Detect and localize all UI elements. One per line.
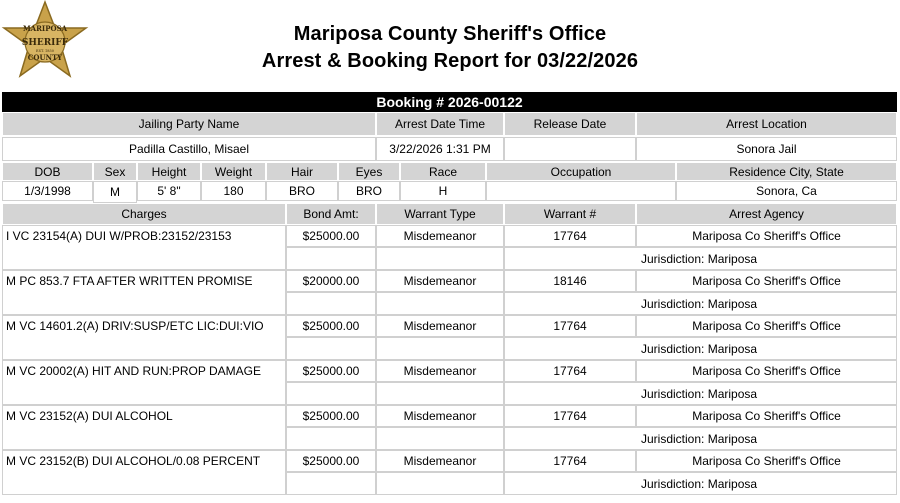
charge-blank-cell	[286, 472, 376, 495]
charge-arrest-agency: Mariposa Co Sheriff's Office	[636, 225, 897, 247]
charge-jurisdiction: Jurisdiction: Mariposa	[504, 472, 897, 495]
charge-warrant-number: 17764	[504, 315, 636, 337]
arrest-date-header: Arrest Date Time	[376, 112, 504, 136]
release-date-header: Release Date	[504, 112, 636, 136]
report-agency-title: Mariposa County Sheriff's Office	[293, 23, 607, 45]
charge-arrest-agency: Mariposa Co Sheriff's Office	[636, 270, 897, 292]
svg-text:EST. 1850: EST. 1850	[36, 49, 54, 53]
charge-warrant-number: 18146	[504, 270, 636, 292]
arrest-location-value: Sonora Jail	[636, 137, 897, 161]
height-header: Height	[137, 162, 201, 181]
charge-jurisdiction: Jurisdiction: Mariposa	[504, 247, 897, 270]
height-value: 5' 8"	[137, 181, 201, 201]
weight-header: Weight	[201, 162, 266, 181]
charge-description: M VC 23152(A) DUI ALCOHOL	[2, 405, 286, 450]
charge-blank-cell	[376, 427, 504, 450]
dob-value: 1/3/1998	[2, 181, 93, 201]
charge-jurisdiction: Jurisdiction: Mariposa	[504, 382, 897, 405]
eyes-value: BRO	[338, 181, 400, 201]
charge-bond: $25000.00	[286, 360, 376, 382]
charge-warrant-type: Misdemeanor	[376, 315, 504, 337]
charge-warrant-type: Misdemeanor	[376, 405, 504, 427]
svg-text:MARIPOSA: MARIPOSA	[22, 24, 68, 33]
warrant-number-header: Warrant #	[504, 203, 636, 225]
charge-blank-cell	[286, 382, 376, 405]
sex-header: Sex	[93, 162, 137, 181]
race-value: H	[400, 181, 486, 201]
charge-warrant-number: 17764	[504, 405, 636, 427]
charge-arrest-agency: Mariposa Co Sheriff's Office	[636, 405, 897, 427]
svg-text:SHERIFF: SHERIFF	[21, 38, 69, 48]
hair-value: BRO	[266, 181, 338, 201]
dob-header: DOB	[2, 162, 93, 181]
arrest-location-header: Arrest Location	[636, 112, 897, 136]
charge-blank-cell	[376, 247, 504, 270]
charge-warrant-type: Misdemeanor	[376, 360, 504, 382]
charge-warrant-number: 17764	[504, 225, 636, 247]
charge-blank-cell	[376, 292, 504, 315]
bond-header: Bond Amt:	[286, 203, 376, 225]
charge-description: M VC 14601.2(A) DRIV:SUSP/ETC LIC:DUI:VIO	[2, 315, 286, 360]
occupation-value	[486, 181, 676, 201]
charge-warrant-number: 17764	[504, 360, 636, 382]
charge-arrest-agency: Mariposa Co Sheriff's Office	[636, 450, 897, 472]
arrest-date-value: 3/22/2026 1:31 PM	[376, 137, 504, 161]
charge-description: M VC 20002(A) HIT AND RUN:PROP DAMAGE	[2, 360, 286, 405]
charge-warrant-number: 17764	[504, 450, 636, 472]
charge-bond: $25000.00	[286, 405, 376, 427]
charge-bond: $20000.00	[286, 270, 376, 292]
charge-bond: $25000.00	[286, 315, 376, 337]
charge-jurisdiction: Jurisdiction: Mariposa	[504, 427, 897, 450]
hair-header: Hair	[266, 162, 338, 181]
residence-value: Sonora, Ca	[676, 181, 897, 201]
charge-warrant-type: Misdemeanor	[376, 450, 504, 472]
charge-blank-cell	[286, 427, 376, 450]
sex-value: M	[93, 181, 137, 203]
charge-description: I VC 23154(A) DUI W/PROB:23152/23153	[2, 225, 286, 270]
weight-value: 180	[201, 181, 266, 201]
jailing-party-header: Jailing Party Name	[2, 112, 376, 136]
charge-blank-cell	[376, 337, 504, 360]
charge-description: M VC 23152(B) DUI ALCOHOL/0.08 PERCENT	[2, 450, 286, 495]
jailing-party-name: Padilla Castillo, Misael	[2, 137, 376, 161]
charge-arrest-agency: Mariposa Co Sheriff's Office	[636, 360, 897, 382]
race-header: Race	[400, 162, 486, 181]
charge-bond: $25000.00	[286, 450, 376, 472]
booking-number-bar: Booking # 2026-00122	[2, 92, 897, 112]
eyes-header: Eyes	[338, 162, 400, 181]
release-date-value	[504, 137, 636, 161]
warrant-type-header: Warrant Type	[376, 203, 504, 225]
charge-warrant-type: Misdemeanor	[376, 225, 504, 247]
charge-jurisdiction: Jurisdiction: Mariposa	[504, 292, 897, 315]
charges-header: Charges	[2, 203, 286, 225]
charge-blank-cell	[376, 472, 504, 495]
arrest-agency-header: Arrest Agency	[636, 203, 897, 225]
charge-blank-cell	[286, 292, 376, 315]
charge-blank-cell	[286, 247, 376, 270]
svg-text:COUNTY: COUNTY	[27, 53, 63, 62]
charge-arrest-agency: Mariposa Co Sheriff's Office	[636, 315, 897, 337]
charge-blank-cell	[286, 337, 376, 360]
occupation-header: Occupation	[486, 162, 676, 181]
charge-bond: $25000.00	[286, 225, 376, 247]
charge-jurisdiction: Jurisdiction: Mariposa	[504, 337, 897, 360]
charge-blank-cell	[376, 382, 504, 405]
charge-description: M PC 853.7 FTA AFTER WRITTEN PROMISE	[2, 270, 286, 315]
residence-header: Residence City, State	[676, 162, 897, 181]
charge-warrant-type: Misdemeanor	[376, 270, 504, 292]
report-title: Arrest & Booking Report for 03/22/2026	[261, 50, 639, 72]
